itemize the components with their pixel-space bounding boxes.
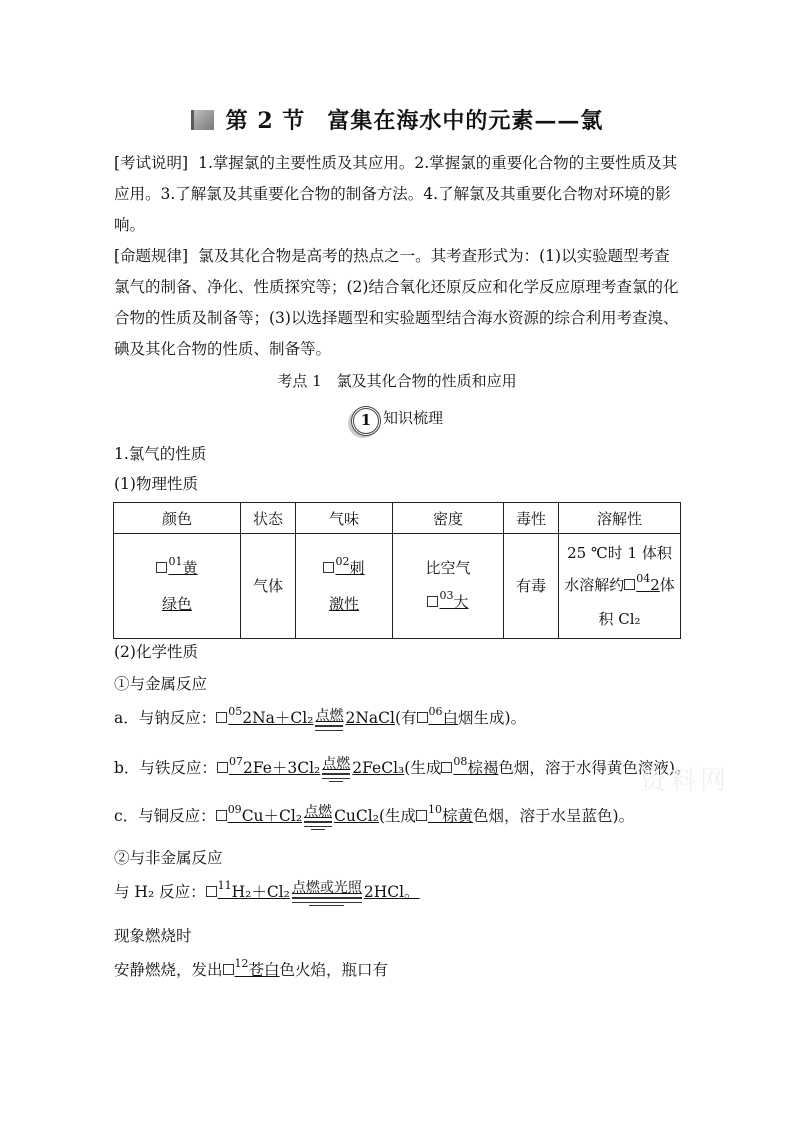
physical-properties-heading: (1)物理性质	[114, 475, 198, 493]
checkbox-icon	[216, 810, 227, 821]
equals-sign	[322, 773, 350, 779]
blank-color: $^{01}$黄	[156, 559, 197, 577]
knowledge-heading	[0, 406, 794, 436]
checkbox-icon	[417, 712, 428, 723]
watermark: 资料网	[640, 766, 731, 796]
phenomenon-heading: 现象燃烧时	[114, 927, 192, 945]
checkbox-icon	[156, 562, 167, 573]
blank-equation-07: $^{07}$2Fe＋3Cl₂	[217, 759, 320, 777]
cell-smell	[296, 534, 393, 639]
reaction-condition: 点燃	[322, 756, 350, 782]
metal-reaction-heading: ①与金属反应	[114, 675, 208, 693]
section-topic: 富集在海水中的元素——氯	[327, 108, 604, 134]
reaction-condition: 点燃	[304, 804, 332, 830]
header-state: 状态	[241, 503, 296, 534]
reaction-condition: 点燃	[315, 708, 343, 731]
section-number: 第 2 节	[225, 108, 306, 134]
rule-text: 氯及其化合物是高考的热点之一。其考查形式为：(1)以实验题型考查氯气的制备、净化、性质探究等；(2)结合氧化还原反应和化学反应原理考查氯的化合物的性质及制备等；(3)以选择题型和实验题型结合海水资源的综合利用考查溴、碘及其化合物的性质、制备等。	[114, 247, 679, 358]
checkbox-icon	[206, 886, 217, 897]
blank-12: $^{12}$苍白	[223, 961, 280, 979]
blank-density: $^{03}$大	[427, 593, 468, 611]
cell-density: 比空气 $^{03}$大	[393, 534, 504, 639]
blank-smell: $^{02}$刺	[323, 559, 364, 577]
cell-state: 气体	[241, 534, 296, 639]
header-smell: 气味	[296, 503, 393, 534]
iron-reaction: b．与铁反应： $^{07}$2Fe＋3Cl₂ 点燃 2FeCl₃(生成 $^{08}$棕褐色烟，溶于水得黄色溶液)。	[114, 756, 690, 782]
knowledge-label: 知识梳理	[382, 409, 443, 427]
header-color: 颜色	[114, 503, 241, 534]
blank-08: $^{08}$棕褐	[441, 759, 498, 777]
combustion-description: 安静燃烧，发出 $^{12}$苍白色火焰，瓶口有	[114, 957, 389, 979]
exam-label: [考试说明]	[114, 154, 189, 172]
rule-label: [命题规律]	[114, 247, 189, 265]
checkbox-icon	[427, 596, 438, 607]
nonmetal-reaction-heading: ②与非金属反应	[114, 849, 223, 867]
sodium-reaction: a．与钠反应： $^{05}$2Na＋Cl₂ 点燃 2NaCl(有 $^{06}$白烟生成)。	[114, 706, 526, 731]
header-density: 密度	[393, 503, 504, 534]
kaodian-heading: 考点 1 氯及其化合物的性质和应用	[277, 372, 517, 390]
table-header-row	[114, 503, 681, 534]
chemical-properties-heading: (2)化学性质	[114, 643, 198, 661]
equals-sign	[315, 725, 343, 731]
book-icon	[191, 110, 214, 130]
cell-solubility: 25 ℃时 1 体积 水溶解约 $^{04}$2体 积 Cl₂	[559, 534, 681, 639]
blank-equation-09: $^{09}$Cu＋Cl₂	[216, 807, 302, 825]
proposition-rules	[114, 241, 682, 365]
header-solubility: 溶解性	[559, 503, 681, 534]
cell-color	[114, 534, 241, 639]
reaction-condition: 点燃或光照	[292, 880, 362, 906]
page-title	[0, 104, 794, 135]
checkbox-icon	[216, 712, 227, 723]
header-toxicity: 毒性	[504, 503, 559, 534]
physical-properties-table	[113, 502, 681, 639]
blank-06: $^{06}$白	[417, 709, 459, 727]
checkbox-icon	[441, 762, 452, 773]
blank-10: $^{10}$棕黄	[416, 807, 473, 825]
chlorine-properties-heading: 1.氯气的性质	[114, 445, 207, 463]
equals-sign	[304, 821, 332, 827]
checkbox-icon	[416, 810, 427, 821]
copper-reaction: c．与铜反应： $^{09}$Cu＋Cl₂ 点燃 CuCl₂(生成 $^{10}$棕黄色烟，溶于水呈蓝色)。	[114, 804, 634, 830]
blank-equation-05: $^{05}$2Na＋Cl₂	[216, 709, 313, 727]
blank-color-cont: 绿色	[161, 595, 192, 613]
cell-toxicity: 有毒	[504, 534, 559, 639]
checkbox-icon	[323, 562, 334, 573]
blank-smell-cont: 激性	[328, 595, 359, 613]
blank-equation-11: $^{11}$H₂＋Cl₂	[206, 883, 290, 901]
exam-description	[114, 148, 682, 241]
equals-sign	[292, 897, 362, 903]
table-row	[114, 534, 681, 639]
circled-number-icon: 1	[351, 406, 381, 436]
blank-solubility: $^{04}$2	[624, 576, 660, 594]
hydrogen-reaction: 与 H₂ 反应： $^{11}$H₂＋Cl₂ 点燃或光照 2HCl。	[114, 880, 420, 906]
checkbox-icon	[217, 762, 228, 773]
checkbox-icon	[223, 964, 234, 975]
checkbox-icon	[624, 579, 635, 590]
exam-text: 1.掌握氯的主要性质及其应用。2.掌握氯的重要化合物的主要性质及其应用。3.了解氯及其重要化合物的制备方法。4.了解氯及其重要化合物对环境的影响。	[114, 154, 678, 234]
